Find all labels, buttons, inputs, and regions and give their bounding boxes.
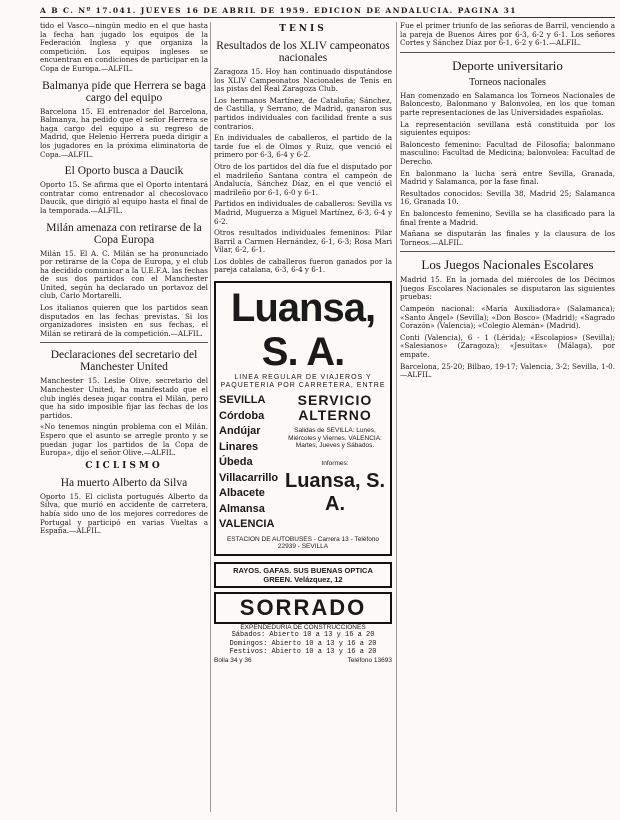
article-paragraph: Fue el primer triunfo de las señoras de Barril, venciendo a la pareja de Buenos Aires por 6-3, 6-2 y 6-1. Los señores Cortes y Sánchez Díaz por 6-1, 6-2 y 6-1.—ALFIL. [400,22,615,48]
ad-service-1: SERVICIO [297,392,373,409]
divider [40,342,208,343]
article-title: Resultados de los XLIV campeonatos nacionales [216,40,390,64]
article-paragraph: En individuales de caballeros, el partido de la tarde fue el de Olmos y Ruiz, que venció el primero por 6-3, 6-4 y 6-2. [214,133,392,160]
article-paragraph: Campeón nacional: «María Auxiliadora» (Salamanca); «Santo Ángel» (Sevilla); «Don Bosco» (Madrid); «Sagrado Corazón» (Valencia); «Colegio Alemán» (Madrid). [400,304,615,331]
section-label-cycling: CICLISMO [85,460,163,471]
sorrado-ad-name: SORRADO [214,592,392,624]
article-paragraph: En baloncesto femenino, Sevilla se ha clasificado para la final frente a Madrid. [400,208,615,227]
article-title: Declaraciones del secretario del Manchester United [50,349,198,374]
header-rule [40,17,615,18]
sorrado-hours: Domingos: Abierto 10 a 13 y 16 a 20 [229,639,377,648]
ad-body [219,393,387,533]
article-paragraph: Los dobles de caballeros fueron ganados por la pareja catalana, 6-3, 6-4 y 6-1. [214,256,392,275]
article-paragraph: Conti (Valencia), 6 - 1 (Lérida); «Escolapios» (Sevilla); «Salesianos» (Zaragoza); «Jesuitas» (Málaga), por empate. [400,332,615,360]
divider [400,251,615,252]
column-middle [214,22,392,664]
article-paragraph: Baloncesto femenino: Facultad de Filosofía; balonmano masculino: Facultad de Medicina; balonvolea: Facultad de Derecho. [400,139,615,166]
article-paragraph: Barcelona, 25-20; Bilbao, 19-17; Valencia, 3-2; Sevilla, 1-0.—ALFIL. [400,361,615,380]
luansa-ad [214,281,392,556]
ad-brand: Luansa, S. A. [230,286,376,375]
article-paragraph: Resultados conocidos: Sevilla 38, Madrid 25; Salamanca 16, Granada 10. [400,188,615,207]
article-body: Oporto 15. Se afirma que el Oporto intentará contratar como entrenador al checoslovaco Daucik, que dirigió al equipo hasta el final de la temporada.—ALFIL. [40,180,208,215]
article-paragraph: Los hermanos Martínez, de Cataluña; Sánchez, de Castilla, y Serrano, de Madrid, ganaron sus partidos individuales con facilidad frente a sus contrarios. [214,95,392,131]
article-paragraph: Zaragoza 15. Hoy han continuado disputándose los XLIV Campeonatos Nacionales de Tenis en las pistas del Real Zaragoza Club. [214,67,392,94]
article-body: Los italianos quieren que los partidos sean disputados en las fechas previstas. Si los organizadores insisten en sus fechas, el Milán se retirará de la competición.—ALFIL. [40,303,208,338]
column-left [40,22,208,539]
article-paragraph: Mañana se disputarán las finales y la clausura de los Torneos.—ALFIL. [400,229,615,247]
column-divider [210,22,211,812]
article-body: Oporto 15. El ciclista portugués Alberto da Silva, que murió en accidente de carretera, había sido uno de los mejores corredores de Portugal y participó en varias Vueltas a España.—ALFIL. [40,491,208,536]
ad-city: Albacete [219,487,265,500]
article-title: Milán amenaza con retirarse de la Copa Europa [46,221,202,246]
article-body: Milán 15. El A. C. Milán se ha pronunciado por retirarse de la Copa de Europa, y el club ha decidido comunicar a la U.E.F.A. las fechas de sus dos partidos con el Manchester United, según ha declarado un portavoz del club, Carlo Mortarelli. [40,248,208,301]
ad-city: Villacarrillo [219,471,279,484]
article-title: El Oporto busca a Daucik [64,165,184,178]
sorrado-phone: Teléfono 13693 [347,656,392,664]
ad-city: Almansa [219,502,265,515]
article-title: Deporte universitario [452,57,563,73]
ad-service-2: ALTERNO [298,407,372,424]
ad-footer: ESTACION DE AUTOBUSES - Carrera 13 - Teléfono 22939 - SEVILLA [226,535,380,551]
ad-schedule: Salidas de SEVILLA: Lunes, Miércoles y Viernes. VALENCIA: Martes, Jueves y Sábados. [288,427,382,450]
article-subtitle: Torneos nacionales [469,76,546,88]
sorrado-hours: Sábados: Abierto 10 a 13 y 16 a 20 [231,631,375,640]
article-paragraph: En balonmano la lucha será entre Sevilla, Granada, Madrid y Salamanca, por la fase final. [400,168,615,187]
ad-info-label: Informes: [321,459,349,467]
article-paragraph: Partidos en individuales de caballeros: Sevilla vs Madrid, Muguerza a Miguel Martínez, 6-3, 6-4 y 6-2. [214,199,392,226]
intro-text: tido el Vasco—ningún medio en el que hasta la fecha han jugado los equipos de la Federación Inglesa y que organiza la competición. Los equipos ingleses se encuentran en condiciones de participar en la Copa de Europa.—ALFIL. [40,22,208,73]
sorrado-hours: Festivos: Abierto 10 a 13 y 16 a 20 [229,648,377,657]
ad-brand-2: Luansa, S. A. [284,470,386,516]
article-paragraph: Otros resultados individuales femeninos: Pilar Barril a Carmen Hernández, 6-1, 6-3; Rosa Mari Vilar, 6-2, 6-1. [214,228,392,255]
ad-city: Linares [219,440,259,453]
article-body: «No tenemos ningún problema con el Milán. Espero que el asunto se arregle pronto y se puedan jugar los partidos de la Copa de Europa», dijo el señor Olive.—ALFIL. [40,422,208,458]
ad-city: VALENCIA [219,518,275,531]
ad-service [283,393,387,533]
article-paragraph: Otro de los partidos del día fue el disputado por el madrileño Santana contra el campeón de Andalucía, Sánchez Díaz, en el que venció el madrileño por 6-1, 6-0 y 6-1. [214,161,392,197]
optica-ad: RAYOS. GAFAS. SUS BUENAS OPTICA GREEN. Velázquez, 12 [214,562,392,588]
page-header: A B C. Nº 17.041. JUEVES 16 DE ABRIL DE 1959. EDICION DE ANDALUCIA. PAGINA 31 [40,6,517,15]
article-body: Manchester 15. Leslie Olive, secretario del Manchester United, ha manifestado que el club inglés desea jugar contra el Milán, pero que ha sido imposible fijar las fechas de los partidos. [40,376,208,420]
ad-subtitle: LINEA REGULAR DE VIAJEROS Y PAQUETERIA POR CARRETERA, ENTRE [220,374,386,390]
section-label-tennis: TENIS [279,24,327,34]
article-paragraph: Madrid 15. En la jornada del miércoles de los Décimos Juegos Escolares Nacionales se disputaron las siguientes pruebas: [400,275,615,302]
ad-city: Córdoba [219,409,265,422]
ad-city: Úbeda [219,456,253,469]
ad-city: SEVILLA [219,394,266,407]
ad-cities [219,393,283,533]
article-title: Ha muerto Alberto da Silva [60,476,188,489]
article-body: Barcelona 15. El entrenador del Barcelona, Balmanya, ha pedido que el señor Herrera se haga cargo del equipo a su regreso de Madrid, que Helenio Herrera pueda dirigir a los jugadores en la próxima eliminatoria de Copa.—ALFIL. [40,106,208,159]
sorrado-address: Bolla 34 y 36 [214,656,252,664]
article-paragraph: La representación sevillana está constituida por los siguientes equipos: [400,119,615,138]
sorrado-tagline: EXPENDEDURIA DE CONSTRUCCIONES [240,623,366,631]
column-right [400,22,615,383]
sorrado-footer [214,657,392,665]
article-title: Balmanya pide que Herrera se baga cargo del equipo [42,79,206,104]
divider [400,52,615,53]
article-title: Los Juegos Nacionales Escolares [421,257,594,273]
ad-city: Andújar [219,425,261,438]
column-divider [396,22,397,812]
article-paragraph: Han comenzado en Salamanca los Torneos Nacionales de Baloncesto, Balonmano y Balonvolea, en los que toman parte representaciones de las Universidades españolas. [400,90,615,117]
